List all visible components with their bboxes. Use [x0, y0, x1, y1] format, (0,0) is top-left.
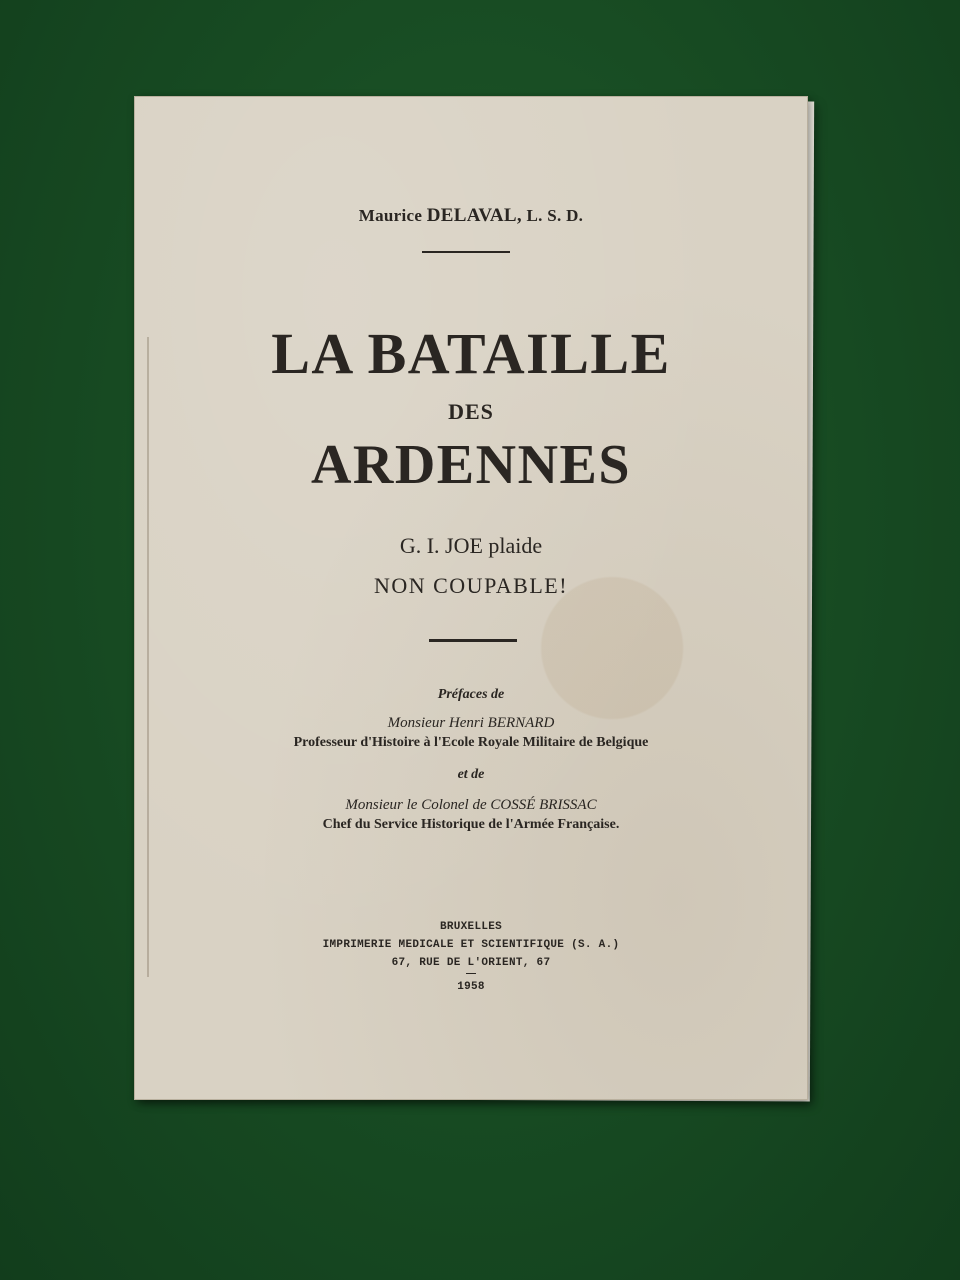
preface1-description: Professeur d'Histoire à l'Ecole Royale Militaire de Belgique — [293, 735, 649, 750]
publisher-address: 67, RUE DE L'ORIENT, 67 — [391, 957, 551, 969]
preface2-name: Monsieur le Colonel de COSSÉ BRISSAC — [345, 797, 597, 813]
book-cover — [134, 96, 808, 1100]
author-first-name: Maurice — [358, 206, 423, 225]
divider-middle — [429, 639, 517, 642]
preface2-description: Chef du Service Historique de l'Armée Française. — [322, 817, 620, 832]
prefaces-heading: Préfaces de — [437, 687, 505, 702]
preface1-name: Monsieur Henri BERNARD — [387, 715, 555, 731]
title-line-2: DES — [448, 399, 494, 424]
title-line-1: LA BATAILLE — [271, 321, 671, 386]
author-line — [135, 205, 807, 227]
publisher-name: IMPRIMERIE MEDICALE ET SCIENTIFIQUE (S. A.) — [322, 939, 620, 951]
author-degree: L. S. D. — [526, 206, 584, 225]
and-of-text: et de — [457, 767, 485, 782]
publisher-city: BRUXELLES — [439, 921, 503, 933]
subtitle-line-1: G. I. JOE plaide — [399, 533, 543, 558]
publisher-dash — [466, 973, 476, 974]
author-last-name: DELAVAL, — [426, 205, 522, 226]
subtitle-line-2: NON COUPABLE! — [373, 573, 569, 598]
spine-crease — [147, 337, 149, 977]
title-line-3: ARDENNES — [310, 434, 632, 496]
divider-top — [422, 251, 510, 253]
publication-year: 1958 — [457, 981, 485, 993]
